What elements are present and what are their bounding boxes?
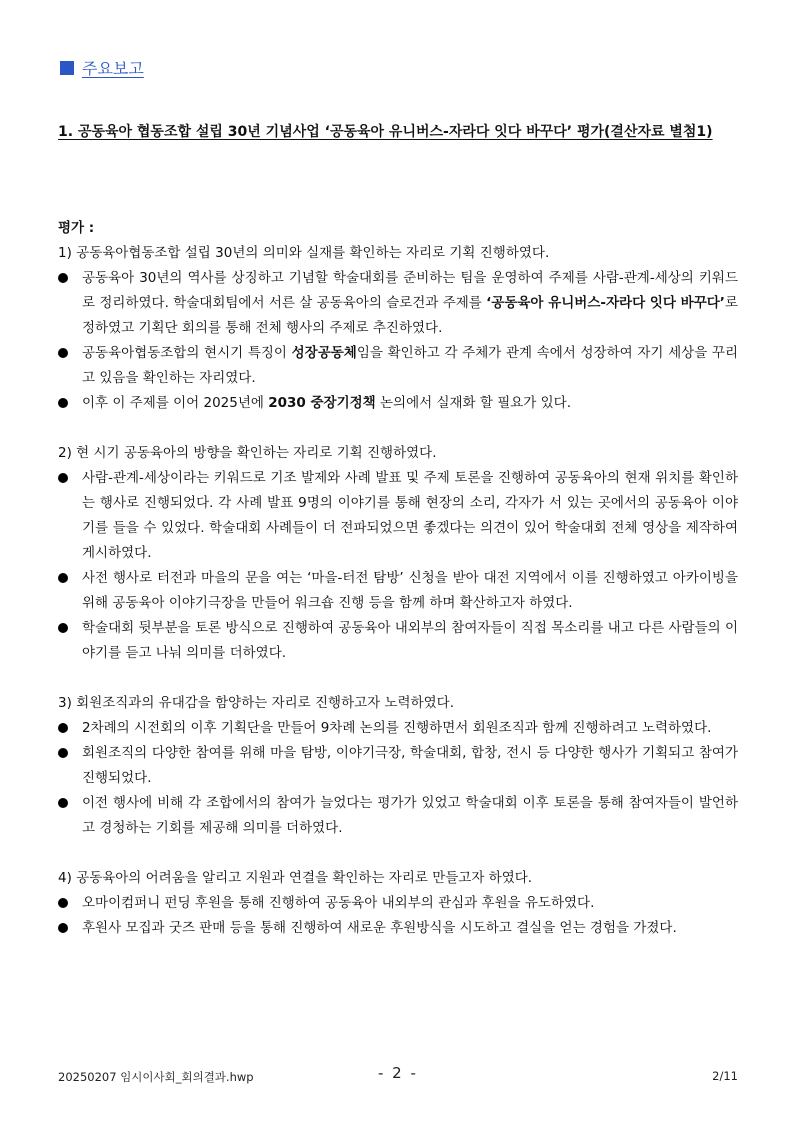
blue-square-icon — [60, 61, 74, 75]
bullet-dot-icon — [58, 473, 68, 483]
evaluation-block — [58, 441, 738, 666]
bullet-dot-icon — [58, 923, 68, 933]
bullet-text: 학술대회 뒷부분을 토론 방식으로 진행하여 공동육아 내외부의 참여자들이 직접 목소리를 내고 다른 사람들의 이야기를 듣고 나눠 의미를 더하였다. — [82, 620, 738, 661]
bullet-text: 로 정하였고 기획단 회의를 통해 전체 행사의 주제로 추진하였다. — [82, 295, 738, 336]
block-heading: 2) 현 시기 공동육아의 방향을 확인하는 자리로 기획 진행하였다. — [58, 445, 437, 461]
bullet-text: 공동육아협동조합의 현시기 특징이 — [82, 345, 292, 361]
footer-filename: 20250207 임시이사회_회의결과.hwp — [58, 1070, 254, 1084]
bullet-list — [58, 466, 738, 666]
bullet-dot-icon — [58, 748, 68, 758]
evaluation-label: 평가 : — [58, 220, 95, 236]
bullet-text: 이후 이 주제를 이어 2025년에 — [82, 395, 269, 411]
bullet-text: 사전 행사로 터전과 마을의 문을 여는 ‘마을-터전 탐방’ 신청을 받아 대전 지역에서 이를 진행하였고 아카이빙을 위해 공동육아 이야기극장을 만들어 워크숍 진행 등을 함께 하며 확산하고자 하였다. — [82, 570, 738, 611]
bullet-text: 오마이컴퍼니 펀딩 후원을 통해 진행하여 공동육아 내외부의 관심과 후원을 유도하였다. — [82, 895, 595, 911]
block-heading: 4) 공동육아의 어려움을 알리고 지원과 연결을 확인하는 자리로 만들고자 하였다. — [58, 870, 533, 886]
bullet-item — [58, 341, 738, 391]
document-body — [58, 216, 738, 966]
bullet-list — [58, 891, 738, 941]
bullet-dot-icon — [58, 623, 68, 633]
bullet-item — [58, 891, 738, 916]
bullet-list — [58, 266, 738, 416]
bullet-item — [58, 391, 738, 416]
footer-page-marker: - 2 - — [378, 1064, 418, 1082]
bullet-item — [58, 716, 738, 741]
bullet-text: 사람-관계-세상이라는 키워드로 기조 발제와 사례 발표 및 주제 토론을 진행하여 공동육아의 현재 위치를 확인하는 행사로 진행되었다. 각 사례 발표 9명의 이야기를 통해 현장의 소리, 각자가 서 있는 곳에서의 공동육아 이야기를 들을 수 있었다. 학술대회 사례들이 더 전파되었으면 좋겠다는 의견이 있어 학술대회 전체 영상을 제작하여 게시하였다. — [82, 470, 738, 561]
bullet-list — [58, 716, 738, 841]
bullet-item — [58, 791, 738, 841]
section-title: 주요보고 — [82, 59, 144, 78]
section-heading — [60, 56, 144, 79]
bullet-dot-icon — [58, 348, 68, 358]
emphasis-text: 성장공동체 — [291, 345, 357, 361]
footer-page-count: 2/11 — [712, 1069, 738, 1083]
bullet-text: 논의에서 실재화 할 필요가 있다. — [375, 395, 571, 411]
bullet-dot-icon — [58, 398, 68, 408]
emphasis-text: ‘공동육아 유니버스-자라다 잇다 바꾸다’ — [486, 295, 725, 311]
bullet-text: 임을 확인하고 각 주체가 관계 속에서 성장하여 자기 세상을 꾸리고 있음을 확인하는 자리였다. — [82, 345, 738, 386]
bullet-dot-icon — [58, 723, 68, 733]
bullet-item — [58, 266, 738, 341]
report-title: 1. 공동육아 협동조합 설립 30년 기념사업 ‘공동육아 유니버스-자라다 잇다 바꾸다’ 평가(결산자료 별첨1) — [58, 124, 713, 140]
bullet-text: 이전 행사에 비해 각 조합에서의 참여가 늘었다는 평가가 있었고 학술대회 이후 토론을 통해 참여자들이 발언하고 경청하는 기회를 제공해 의미를 더하였다. — [82, 795, 738, 836]
bullet-text: 후원사 모집과 굿즈 판매 등을 통해 진행하여 새로운 후원방식을 시도하고 결실을 얻는 경험을 가졌다. — [82, 920, 677, 936]
bullet-item — [58, 616, 738, 666]
bullet-text: 공동육아 30년의 역사를 상징하고 기념할 학술대회를 준비하는 팀을 운영하여 주제를 사람-관계-세상의 키워드로 정리하였다. 학술대회팀에서 서른 살 공동육아의 슬로건과 주제를 — [82, 270, 738, 311]
bullet-dot-icon — [58, 798, 68, 808]
bullet-dot-icon — [58, 898, 68, 908]
bullet-text: 2차례의 시전회의 이후 기획단을 만들어 9차례 논의를 진행하면서 회원조직과 함께 진행하려고 노력하였다. — [82, 720, 712, 736]
bullet-dot-icon — [58, 273, 68, 283]
page-footer — [58, 1064, 738, 1088]
evaluation-block — [58, 866, 738, 941]
evaluation-block — [58, 241, 738, 416]
block-heading: 1) 공동육아협동조합 설립 30년의 의미와 실재를 확인하는 자리로 기획 진행하였다. — [58, 245, 550, 261]
evaluation-blocks — [58, 241, 738, 941]
bullet-dot-icon — [58, 573, 68, 583]
bullet-item — [58, 741, 738, 791]
bullet-item — [58, 916, 738, 941]
bullet-item — [58, 466, 738, 566]
bullet-item — [58, 566, 738, 616]
evaluation-block — [58, 691, 738, 841]
bullet-text: 회원조직의 다양한 참여를 위해 마을 탐방, 이야기극장, 학술대회, 합창, 전시 등 다양한 행사가 기획되고 참여가 진행되었다. — [82, 745, 738, 786]
block-heading: 3) 회원조직과의 유대감을 함양하는 자리로 진행하고자 노력하였다. — [58, 695, 455, 711]
emphasis-text: 2030 중장기정책 — [268, 395, 376, 411]
